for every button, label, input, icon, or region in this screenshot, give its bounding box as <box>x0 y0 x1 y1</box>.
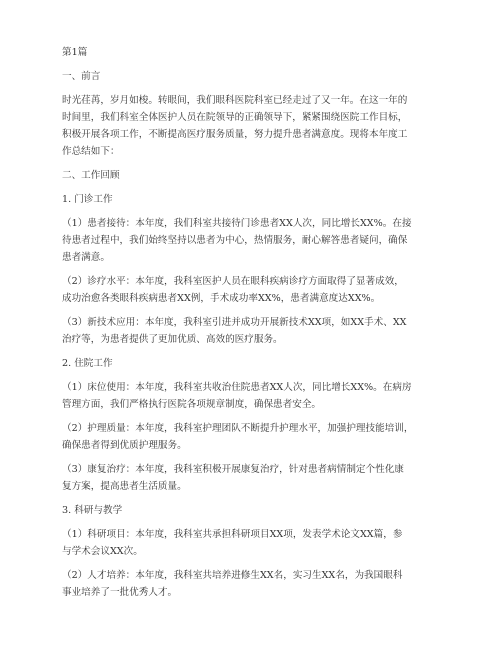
text-line: 与学术会议XX次。 <box>62 546 143 557</box>
text-line: （2）人才培养：本年度，我科室共培养进修生XX名，实习生XX名，为我国眼科 <box>62 570 403 581</box>
paragraph-rehabilitation <box>62 461 442 495</box>
text-line: 作总结如下： <box>62 146 120 157</box>
subheading-inpatient: 2. 住院工作 <box>62 358 113 369</box>
subheading-research-teaching: 3. 科研与教学 <box>62 505 123 516</box>
text-line: 确保患者得到优质护理服务。 <box>62 440 187 451</box>
paragraph-new-technology <box>62 314 442 348</box>
paragraph-patient-reception <box>62 215 442 266</box>
paragraph-bed-usage <box>62 379 442 413</box>
paragraph-treatment-level <box>62 273 442 307</box>
text-line: （1）科研项目：本年度，我科室共承担科研项目XX项，发表学术论文XX篇，参 <box>62 529 403 540</box>
text-line: （2）护理质量：本年度，我科室护理团队不断提升护理水平，加强护理技能培训， <box>62 423 414 434</box>
text-line: 患者满意。 <box>62 252 110 263</box>
text-line: 时光荏苒，岁月如梭。转眼间，我们眼科医院科室已经走过了又一年。在这一年的 <box>62 95 408 106</box>
subheading-outpatient: 1. 门诊工作 <box>62 194 113 205</box>
paragraph-talent-training <box>62 567 442 601</box>
paragraph-research-projects <box>62 526 442 560</box>
text-line: 积极开展各项工作，不断提高医疗服务质量，努力提升患者满意度。现将本年度工 <box>62 129 408 140</box>
text-line: 复方案，提高患者生活质量。 <box>62 481 187 492</box>
text-line: （3）康复治疗：本年度，我科室积极开展康复治疗，针对患者病情制定个性化康 <box>62 464 404 475</box>
text-line: 时间里，我们科室全体医护人员在院领导的正确领导下，紧紧围绕医院工作目标， <box>62 112 408 123</box>
part-title: 第1篇 <box>62 47 88 58</box>
text-line: （1）床位使用：本年度，我科室共收治住院患者XX人次，同比增长XX%。在病房 <box>62 382 412 393</box>
text-line: 管理方面，我们严格执行医院各项规章制度，确保患者安全。 <box>62 399 322 410</box>
text-line: 成功治愈各类眼科疾病患者XX例，手术成功率XX%，患者满意度达XX%。 <box>62 293 381 304</box>
text-line: 待患者过程中，我们始终坚持以患者为中心，热情服务，耐心解答患者疑问，确保 <box>62 235 408 246</box>
paragraph-nursing-quality <box>62 420 442 454</box>
text-line: 事业培养了一批优秀人才。 <box>62 587 178 598</box>
text-line: （2）诊疗水平：本年度，我科室医护人员在眼科疾病诊疗方面取得了显著成效， <box>62 276 404 287</box>
intro-paragraph <box>62 92 442 160</box>
section-heading-intro: 一、前言 <box>62 71 101 82</box>
section-heading-review: 二、工作回顾 <box>62 170 120 181</box>
text-line: 治疗等，为患者提供了更加优质、高效的医疗服务。 <box>62 334 283 345</box>
text-line: （3）新技术应用：本年度，我科室引进并成功开展新技术XX项，如XX手术、XX <box>62 317 407 328</box>
document-page <box>62 44 442 601</box>
text-line: （1）患者接待：本年度，我们科室共接待门诊患者XX人次，同比增长XX%。在接 <box>62 218 412 229</box>
